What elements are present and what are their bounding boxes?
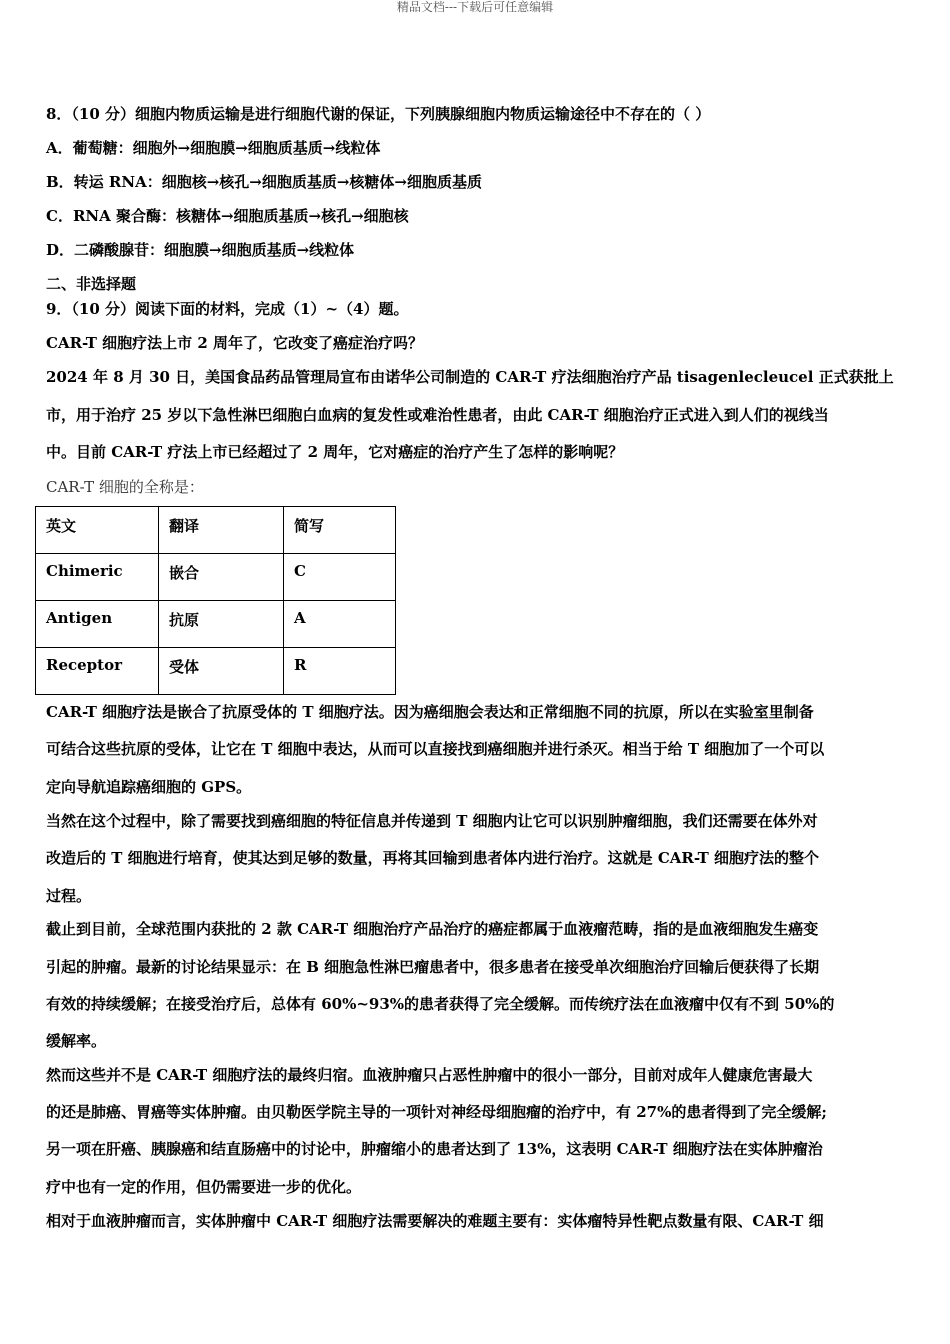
fullname-label: CAR-T 细胞的全称是：: [46, 478, 204, 496]
paragraph-line: 截止到目前，全球范围内获批的 2 款 CAR-T 细胞治疗产品治疗的癌症都属于血液瘤范畴，指的是血液细胞发生癌变: [46, 920, 819, 938]
paragraph-line: 过程。: [46, 887, 92, 905]
question-8-option-b: B．转运 RNA：细胞核→核孔→细胞质基质→核糖体→细胞质基质: [46, 173, 482, 191]
paragraph-line: 当然在这个过程中，除了需要找到癌细胞的特征信息并传递到 T 细胞内让它可以识别肿瘤细胞，我们还需要在体外对: [46, 812, 818, 830]
question-8-option-c: C．RNA 聚合酶：核糖体→细胞质基质→核孔→细胞核: [46, 207, 409, 225]
paragraph-line: CAR-T 细胞疗法是嵌合了抗原受体的 T 细胞疗法。因为癌细胞会表达和正常细胞不同的抗原，所以在实验室里制备: [46, 703, 814, 721]
table-header-row: [36, 507, 396, 554]
table-cell: C: [284, 554, 396, 601]
article-title: CAR-T 细胞疗法上市 2 周年了，它改变了癌症治疗吗？: [46, 334, 424, 352]
table-cell: Antigen: [36, 601, 159, 648]
paragraph-line: 有效的持续缓解；在接受治疗后，总体有 60%~93%的患者获得了完全缓解。而传统疗法在血液瘤中仅有不到 50%的: [46, 995, 835, 1013]
table-row: [36, 554, 396, 601]
table-header-cell: 简写: [284, 507, 396, 554]
paragraph-line: 2024 年 8 月 30 日，美国食品药品管理局宣布由诺华公司制造的 CAR-T 疗法细胞治疗产品 tisagenlecleucel 正式获批上: [46, 368, 894, 386]
paragraph-line: 另一项在肝癌、胰腺癌和结直肠癌中的讨论中，肿瘤缩小的患者达到了 13%，这表明 CAR-T 细胞疗法在实体肿瘤治: [46, 1140, 823, 1158]
paragraph-line: 然而这些并不是 CAR-T 细胞疗法的最终归宿。血液肿瘤只占恶性肿瘤中的很小一部分，目前对成年人健康危害最大: [46, 1066, 813, 1084]
paragraph-line: 改造后的 T 细胞进行培育，使其达到足够的数量，再将其回输到患者体内进行治疗。这就是 CAR-T 细胞疗法的整个: [46, 849, 820, 867]
paragraph-line: 定向导航追踪癌细胞的 GPS。: [46, 778, 252, 796]
table-cell: A: [284, 601, 396, 648]
table-cell: Receptor: [36, 648, 159, 695]
table-cell: R: [284, 648, 396, 695]
table-row: [36, 648, 396, 695]
paragraph-line: 中。目前 CAR-T 疗法上市已经超过了 2 周年，它对癌症的治疗产生了怎样的影响呢？: [46, 443, 624, 461]
table-cell: Chimeric: [36, 554, 159, 601]
section-title: 二、非选择题: [46, 275, 137, 293]
paragraph-line: 疗中也有一定的作用，但仍需要进一步的优化。: [46, 1178, 362, 1196]
paragraph-line: 缓解率。: [46, 1032, 107, 1050]
paragraph-line: 可结合这些抗原的受体，让它在 T 细胞中表达，从而可以直接找到癌细胞并进行杀灭。相当于给 T 细胞加了一个可以: [46, 740, 825, 758]
paragraph-line: 相对于血液肿瘤而言，实体肿瘤中 CAR-T 细胞疗法需要解决的难题主要有：实体瘤特异性靶点数量有限、CAR-T 细: [46, 1212, 824, 1230]
table-cell: 受体: [159, 648, 284, 695]
paragraph-line: 市，用于治疗 25 岁以下急性淋巴细胞白血病的复发性或难治性患者，由此 CAR-T 细胞治疗正式进入到人们的视线当: [46, 406, 829, 424]
paragraph-line: 的还是肺癌、胃癌等实体肿瘤。由贝勒医学院主导的一项针对神经母细胞瘤的治疗中，有 27%的患者得到了完全缓解;: [46, 1103, 827, 1121]
table-header-cell: 英文: [36, 507, 159, 554]
question-8-stem: 8．（10 分）细胞内物质运输是进行细胞代谢的保证，下列胰腺细胞内物质运输途径中不存在的（ ）: [46, 105, 711, 123]
paragraph-line: 引起的肿瘤。最新的讨论结果显示：在 B 细胞急性淋巴瘤患者中，很多患者在接受单次细胞治疗回输后便获得了长期: [46, 958, 820, 976]
question-8-option-a: A．葡萄糖：细胞外→细胞膜→细胞质基质→线粒体: [46, 139, 381, 157]
table-cell: 嵌合: [159, 554, 284, 601]
table-cell: 抗原: [159, 601, 284, 648]
page-header: 精品文档---下载后可任意编辑: [396, 0, 554, 14]
table-header-cell: 翻译: [159, 507, 284, 554]
table-row: [36, 601, 396, 648]
glossary-table: [35, 506, 396, 695]
question-9-stem: 9．（10 分）阅读下面的材料，完成（1）~（4）题。: [46, 300, 409, 318]
question-8-option-d: D．二磷酸腺苷：细胞膜→细胞质基质→线粒体: [46, 241, 355, 259]
